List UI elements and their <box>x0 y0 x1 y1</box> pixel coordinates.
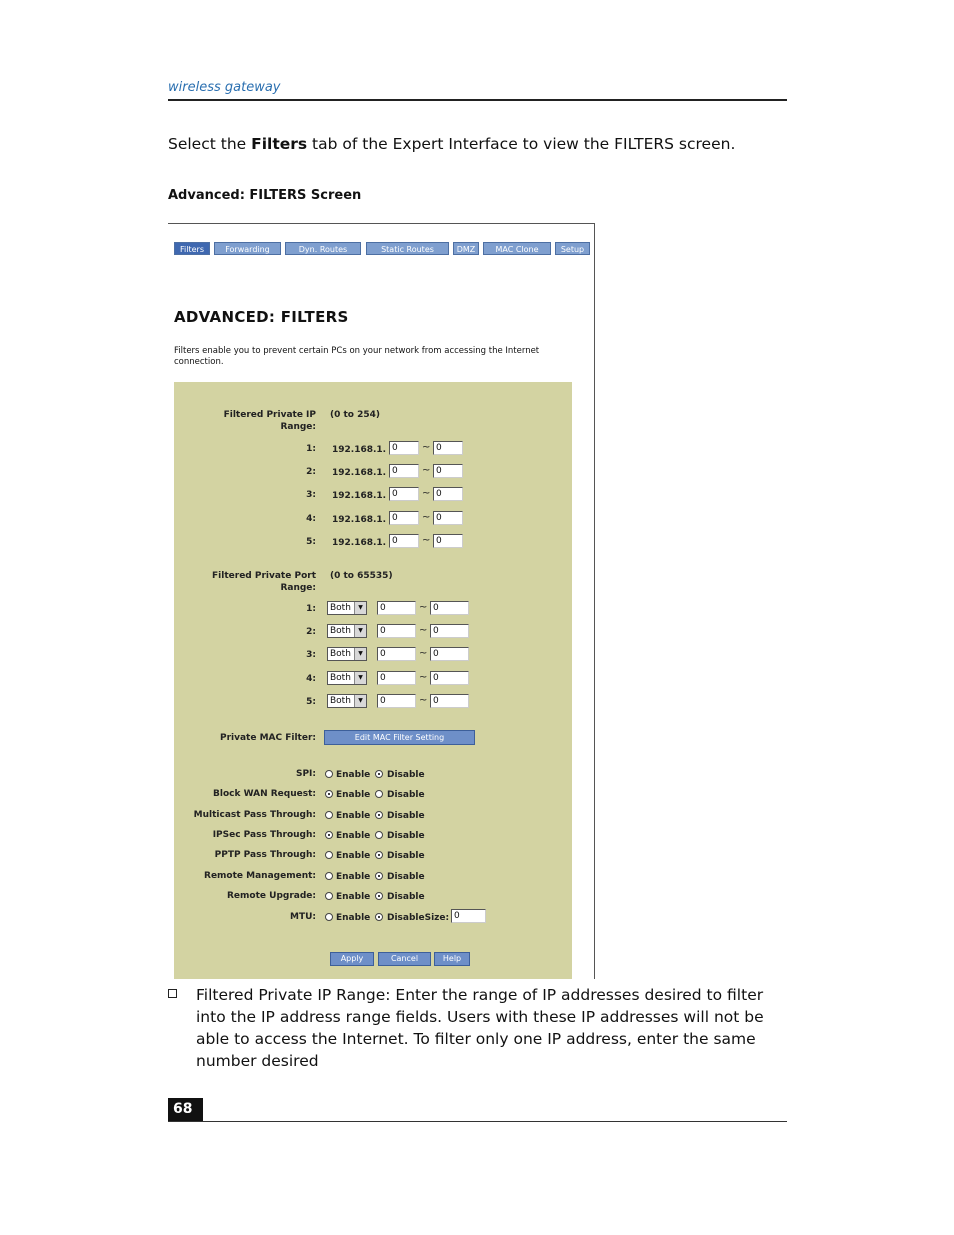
protocol-select[interactable] <box>327 624 367 638</box>
port-range-hint: (0 to 65535) <box>330 571 393 581</box>
ip-to-input[interactable]: 0 <box>433 464 463 478</box>
enable-label: Enable <box>336 871 371 882</box>
ip-from-input[interactable]: 0 <box>389 464 419 478</box>
intro-post: tab of the Expert Interface to view the FILTERS screen. <box>307 135 736 153</box>
protocol-value: Both <box>330 672 351 683</box>
ip-prefix: 192.168.1. <box>332 537 387 548</box>
port-to-input[interactable]: 0 <box>430 694 469 708</box>
disable-label: Disable <box>387 790 425 801</box>
protocol-value: Both <box>330 603 351 613</box>
intro-bold: Filters <box>251 135 308 153</box>
enable-radio[interactable] <box>325 872 333 880</box>
ip-to-input[interactable]: 0 <box>433 534 463 548</box>
ip-row-number: 3: <box>306 490 316 501</box>
enable-label: Enable <box>336 851 371 862</box>
filters-panel <box>174 382 572 979</box>
enable-label: Enable <box>336 830 371 841</box>
port-row-number: 2: <box>306 627 316 638</box>
disable-radio[interactable] <box>375 851 383 859</box>
protocol-value: Both <box>330 695 351 706</box>
ip-from-input[interactable]: 0 <box>389 441 419 455</box>
option-label: Multicast Pass Through: <box>193 809 316 820</box>
port-row-number: 4: <box>306 673 316 684</box>
disable-label: DisableSize: <box>387 913 450 923</box>
help-button[interactable]: Help <box>434 952 470 966</box>
disable-label: Disable <box>387 770 425 780</box>
enable-label: Enable <box>336 810 371 821</box>
screenshot-frame <box>168 223 595 979</box>
port-row-number: 5: <box>306 696 316 707</box>
enable-label: Enable <box>336 913 371 923</box>
disable-radio[interactable] <box>375 770 383 778</box>
disable-radio[interactable] <box>375 892 383 900</box>
ip-row-number: 2: <box>306 467 316 478</box>
port-to-input[interactable]: 0 <box>430 601 469 615</box>
protocol-value: Both <box>330 626 351 637</box>
tab-dyn-routes[interactable]: Dyn. Routes <box>285 242 361 255</box>
tilde-separator: ~ <box>419 694 428 706</box>
ip-prefix: 192.168.1. <box>332 491 387 502</box>
tilde-separator: ~ <box>419 602 428 613</box>
tab-forwarding[interactable]: Forwarding <box>214 242 281 255</box>
page-description: Filters enable you to prevent certain PCs on your network from accessing the Internet connection. <box>174 346 540 367</box>
disable-label: Disable <box>387 851 425 862</box>
enable-label: Enable <box>336 891 371 902</box>
enable-label: Enable <box>336 790 371 801</box>
enable-radio[interactable] <box>325 851 333 859</box>
page-number: 68 <box>168 1098 203 1121</box>
ip-from-input[interactable]: 0 <box>389 534 419 548</box>
tab-mac-clone[interactable]: MAC Clone <box>483 242 551 255</box>
ip-to-input[interactable]: 0 <box>433 441 463 455</box>
intro-paragraph <box>168 135 735 153</box>
tab-static-routes[interactable]: Static Routes <box>366 242 449 255</box>
protocol-select[interactable] <box>327 647 367 661</box>
port-from-input[interactable]: 0 <box>377 601 416 615</box>
header-rule <box>168 99 787 101</box>
tilde-separator: ~ <box>422 488 431 500</box>
ip-from-input[interactable]: 0 <box>389 511 419 525</box>
apply-button[interactable]: Apply <box>330 952 374 966</box>
ip-range-label: Filtered Private IP Range: <box>223 410 316 432</box>
mtu-size-input[interactable]: 0 <box>451 909 486 923</box>
disable-label: Disable <box>387 830 425 841</box>
ip-row-number: 5: <box>306 536 316 547</box>
tab-dmz[interactable]: DMZ <box>453 242 479 255</box>
option-label: Remote Management: <box>204 870 316 881</box>
edit-mac-filter-button[interactable]: Edit MAC Filter Setting <box>324 730 475 745</box>
enable-radio[interactable] <box>325 770 333 778</box>
tab-setup[interactable]: Setup <box>555 242 590 255</box>
port-from-input[interactable]: 0 <box>377 671 416 685</box>
option-label: IPSec Pass Through: <box>212 829 316 840</box>
cancel-button[interactable]: Cancel <box>378 952 431 966</box>
ip-to-input[interactable]: 0 <box>433 511 463 525</box>
option-label: Block WAN Request: <box>213 789 316 800</box>
chevron-down-icon: ▼ <box>354 602 366 614</box>
mac-filter-label: Private MAC Filter: <box>219 733 316 743</box>
chevron-down-icon: ▼ <box>354 695 366 707</box>
disable-radio[interactable] <box>375 790 383 798</box>
disable-radio[interactable] <box>375 913 383 921</box>
disable-label: Disable <box>387 871 425 882</box>
port-from-input[interactable]: 0 <box>377 694 416 708</box>
running-header: wireless gateway <box>168 80 281 95</box>
port-from-input[interactable]: 0 <box>377 624 416 638</box>
protocol-select[interactable] <box>327 601 367 615</box>
tilde-separator: ~ <box>422 465 431 477</box>
disable-radio[interactable] <box>375 872 383 880</box>
ip-range-hint: (0 to 254) <box>330 410 381 420</box>
tilde-separator: ~ <box>422 534 431 546</box>
port-to-input[interactable]: 0 <box>430 671 469 685</box>
chevron-down-icon: ▼ <box>354 648 366 660</box>
ip-from-input[interactable]: 0 <box>389 487 419 501</box>
enable-radio[interactable] <box>325 811 333 819</box>
port-from-input[interactable]: 0 <box>377 647 416 661</box>
disable-radio[interactable] <box>375 811 383 819</box>
ip-prefix: 192.168.1. <box>332 468 387 479</box>
tilde-separator: ~ <box>422 442 431 453</box>
port-row-number: 3: <box>306 650 316 661</box>
port-to-input[interactable]: 0 <box>430 647 469 661</box>
intro-pre: Select the <box>168 135 252 153</box>
tilde-separator: ~ <box>419 671 428 683</box>
port-to-input[interactable]: 0 <box>430 624 469 638</box>
disable-label: Disable <box>387 810 425 821</box>
ip-prefix: 192.168.1. <box>332 514 387 525</box>
ip-row-number: 4: <box>306 513 316 524</box>
protocol-value: Both <box>330 649 351 660</box>
option-label: MTU: <box>289 912 316 922</box>
ip-prefix: 192.168.1. <box>332 445 387 455</box>
figure-caption: Advanced: FILTERS Screen <box>168 188 362 203</box>
option-label: PPTP Pass Through: <box>214 850 316 861</box>
bullet-square-icon <box>168 989 177 998</box>
port-range-label: Filtered Private Port Range: <box>212 571 316 593</box>
enable-radio[interactable] <box>325 790 333 798</box>
ip-row-number: 1: <box>306 444 316 454</box>
ip-to-input[interactable]: 0 <box>433 487 463 501</box>
enable-radio[interactable] <box>325 892 333 900</box>
protocol-select[interactable] <box>327 694 367 708</box>
tab-bar <box>174 242 592 256</box>
tilde-separator: ~ <box>419 648 428 660</box>
protocol-select[interactable] <box>327 671 367 685</box>
tab-filters[interactable]: Filters <box>174 242 210 255</box>
tilde-separator: ~ <box>422 511 431 523</box>
chevron-down-icon: ▼ <box>354 672 366 684</box>
footer-rule <box>168 1121 787 1122</box>
option-label: Remote Upgrade: <box>227 890 316 901</box>
enable-radio[interactable] <box>325 913 333 921</box>
enable-label: Enable <box>336 770 371 780</box>
option-label: SPI: <box>295 769 316 779</box>
disable-radio[interactable] <box>375 831 383 839</box>
page-title: ADVANCED: FILTERS <box>174 308 349 326</box>
chevron-down-icon: ▼ <box>354 625 366 637</box>
tilde-separator: ~ <box>419 625 428 637</box>
bullet-text: Filtered Private IP Range: Enter the range of IP addresses desired to filter into the IP address range fields. Users with these IP addresses will not be able to access the Internet. To filter only one IP address, enter the same number desired <box>196 986 764 1070</box>
port-row-number: 1: <box>306 604 316 614</box>
disable-label: Disable <box>387 891 425 902</box>
enable-radio[interactable] <box>325 831 333 839</box>
